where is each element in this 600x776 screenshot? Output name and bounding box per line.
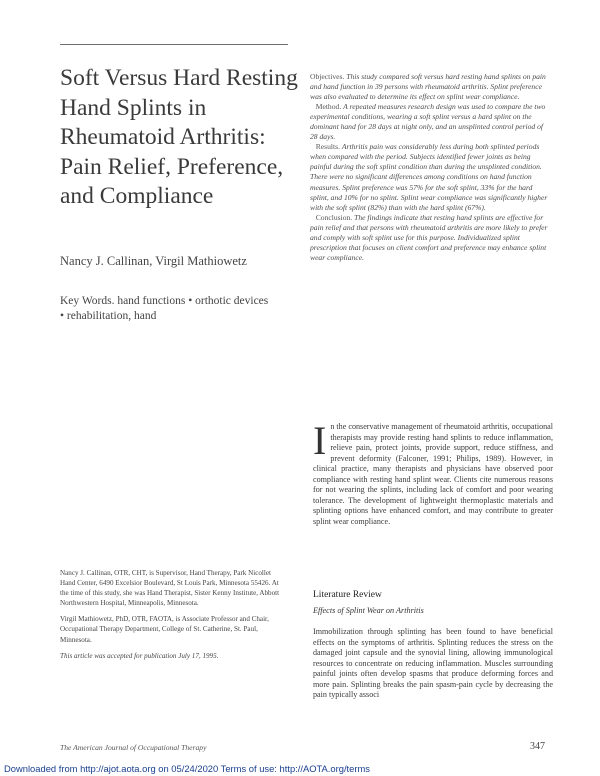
title-line: Pain Relief, Preference, <box>60 153 284 180</box>
abstract-conclusion <box>310 213 550 263</box>
page-number: 347 <box>530 741 545 752</box>
literature-paragraph <box>313 627 553 701</box>
abstract <box>310 72 550 263</box>
abstract-label: Objectives. <box>310 72 345 81</box>
abstract-method <box>310 102 550 142</box>
header-rule <box>60 44 288 45</box>
abstract-results <box>310 142 550 212</box>
download-notice-link[interactable]: Downloaded from http://ajot.aota.org on 05/24/2020 Terms of use: http://AOTA.org/terms <box>4 763 370 774</box>
title-line: Hand Splints in <box>60 94 207 121</box>
author-line: Nancy J. Callinan, Virgil Mathiowetz <box>60 254 247 268</box>
abstract-text: The findings indicate that resting hand splints are effective for pain relief and that persons with rheumatoid arthritis are more likely to prefer and comply with soft splint use for this purpose. Individualized splint prescription that focuses on client comfort and preference may enhance splint wear compliance. <box>310 212 548 262</box>
author-footnotes <box>60 568 286 667</box>
abstract-objectives <box>310 72 550 102</box>
intro-text: n the conservative management of rheumatoid arthritis, occupational therapists may provide resting hand splints to reduce inflammation, relieve pain, protect joints, provide support, reduce stiffness, and prevent deformity (Falconer, 1991; Philips, 1989). However, in clinical practice, many therapists and physicians have observed poor compliance with resting hand splint wear. Clients cite numerous reasons for not wearing the splints, including lack of comfort and poor wearing tolerance. The development of lightweight thermoplastic materials and splinting options have enhanced comfort, and may contribute to greater splint wear compliance. <box>313 422 553 526</box>
section-heading: Literature Review <box>313 590 382 600</box>
article-title <box>60 64 300 212</box>
abstract-text: Arthritis pain was considerably less during both splinted periods when compared with the period. Subjects identified fewer joints as being painful during the soft splint condition than during the unsplinted condition. There were no significant differences among conditions on hand function measures. Splint preference was 57% for the soft splint, 33% for the hard splint, and 10% for no splint. Splint wear compliance was significantly higher with the soft splint (82%) than with the hard splint (67%). <box>310 142 548 212</box>
literature-text: Immobilization through splinting has been found to have beneficial effects on the symptoms of arthritis. Splinting reduces the stress on the damaged joint capsule and the synovial lining, allowing immunological resources to concentrate on reducing inflammation. Muscles surrounding painful joints often develop spasms that produce deforming forces and more pain. Splinting breaks the pain spasm-pain cycle by decreasing the pain typically associ <box>313 627 553 700</box>
keywords-line: • rehabilitation, hand <box>60 310 157 322</box>
footnote-author1: Nancy J. Callinan, OTR, CHT, is Supervisor, Hand Therapy, Park Nicollet Hand Center, 6490 Excelsior Boulevard, St Louis Park, Minnesota 55426. At the time of this study, she was Hand Therapist, Sister Kenny Institute, Abbott Northwestern Hospital, Minneapolis, Minnesota. <box>60 569 280 608</box>
keywords-line: Key Words. hand functions • orthotic devices <box>60 295 269 307</box>
footnote-author2: Virgil Mathiowetz, PhD, OTR, FAOTA, is Associate Professor and Chair, Occupational Therapy Department, College of St. Catherine, St. Paul, Minnesota. <box>60 615 269 644</box>
abstract-label: Results. <box>315 142 340 152</box>
footnote-accepted: This article was accepted for publication July 17, 1995. <box>60 651 219 660</box>
drop-cap: I <box>313 418 327 463</box>
abstract-text: This study compared soft versus hard resting hand splints on pain and hand function in 39 persons with rheumatoid arthritis. Splint preference was also evaluated to determine its effect on splint wear compliance. <box>310 72 546 102</box>
intro-paragraph <box>313 418 553 527</box>
title-line: and Compliance <box>60 183 214 209</box>
abstract-label: Conclusion. <box>315 212 353 222</box>
abstract-text: A repeated measures research design was used to compare the two experimental conditions, wearing a soft splint versus a hard splint on the dominant hand for 28 days at night only, and an unsplinted control period of 28 days. <box>310 102 546 142</box>
journal-name: The American Journal of Occupational Therapy <box>60 743 207 752</box>
title-line: Rheumatoid Arthritis: <box>60 124 266 150</box>
title-line: Soft Versus Hard Resting <box>60 65 298 91</box>
subsection-heading: Effects of Splint Wear on Arthritis <box>313 606 424 615</box>
abstract-label: Method. <box>315 102 342 112</box>
keywords <box>60 294 310 324</box>
